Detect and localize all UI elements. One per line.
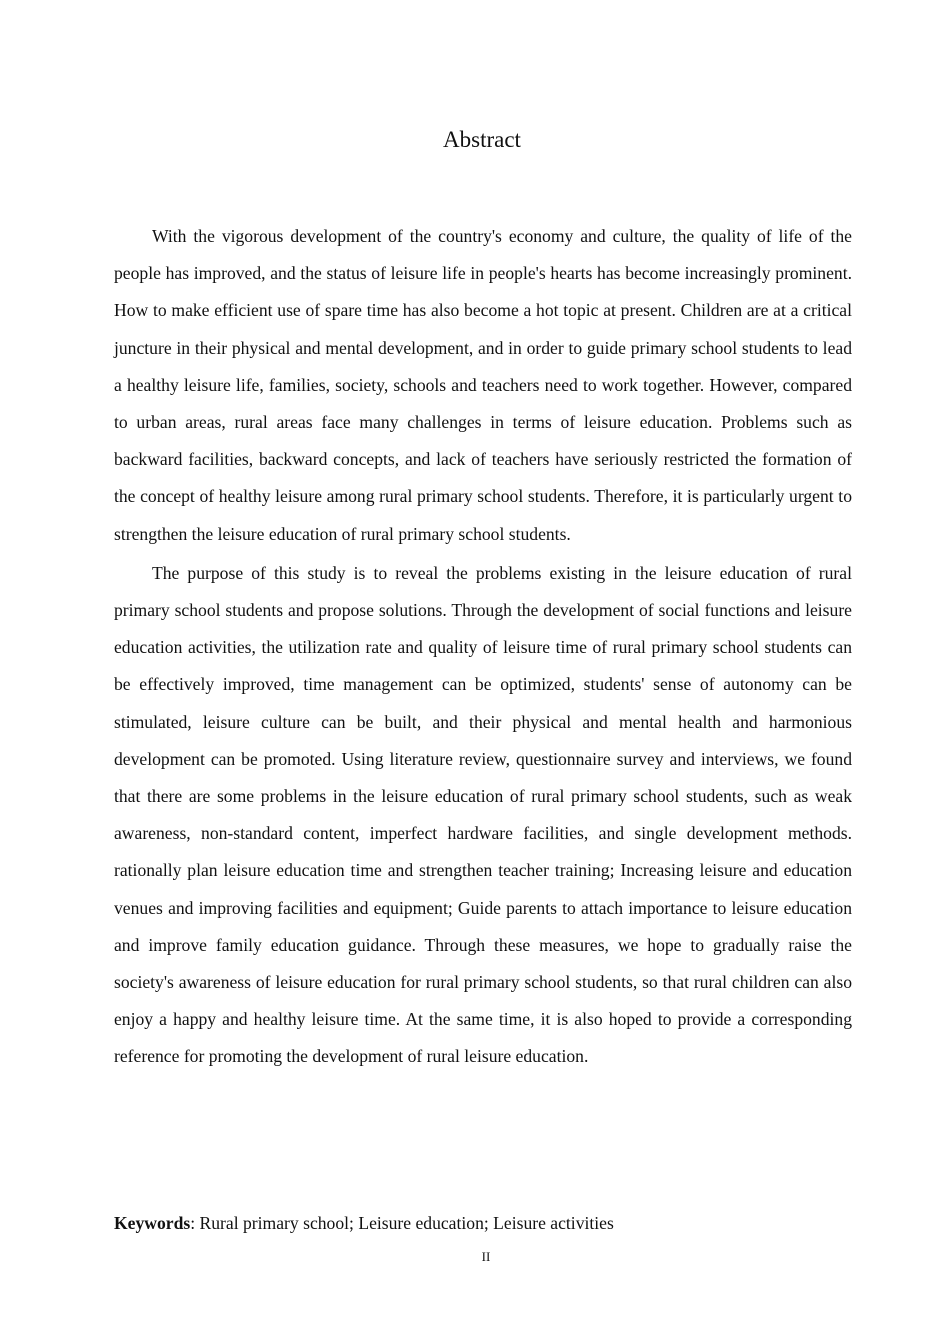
keywords-label: Keywords bbox=[114, 1213, 191, 1233]
abstract-title: Abstract bbox=[443, 127, 521, 152]
abstract-body bbox=[114, 218, 852, 1078]
keywords-text: : Rural primary school; Leisure education; Leisure activities bbox=[190, 1213, 614, 1233]
abstract-paragraph-2: The purpose of this study is to reveal the problems existing in the leisure education of rural primary school students and propose solutions. Through the development of social functions and leisure education activities, the utilization rate and quality of leisure time of rural primary school students can be effectively improved, time management can be optimized, students' sense of autonomy can be stimulated, leisure culture can be built, and their physical and mental health and harmonious development can be promoted. Using literature review, questionnaire survey and interviews, we found that there are some problems in the leisure education of rural primary school students, such as weak awareness, non-standard content, imperfect hardware facilities, and single development methods. rationally plan leisure education time and strengthen teacher training; Increasing leisure and education venues and improving facilities and equipment; Guide parents to attach importance to leisure education and improve family education guidance. Through these measures, we hope to gradually raise the society's awareness of leisure education for rural primary school students, so that rural children can also enjoy a happy and healthy leisure time. At the same time, it is also hoped to provide a corresponding reference for promoting the development of rural leisure education. bbox=[114, 562, 852, 1067]
abstract-paragraph-1: With the vigorous development of the country's economy and culture, the quality of life of the people has improved, and the status of leisure life in people's hearts has become increasingly prominent. How to make efficient use of spare time has also become a hot topic at present. Children are at a critical juncture in their physical and mental development, and in order to guide primary school students to lead a healthy leisure life, families, society, schools and teachers need to work together. However, compared to urban areas, rural areas face many challenges in terms of leisure education. Problems such as backward facilities, backward concepts, and lack of teachers have seriously restricted the formation of the concept of healthy leisure among rural primary school students. Therefore, it is particularly urgent to strengthen the leisure education of rural primary school students. bbox=[114, 226, 852, 544]
keywords-line bbox=[114, 1208, 852, 1238]
page-number: II bbox=[481, 1249, 491, 1264]
